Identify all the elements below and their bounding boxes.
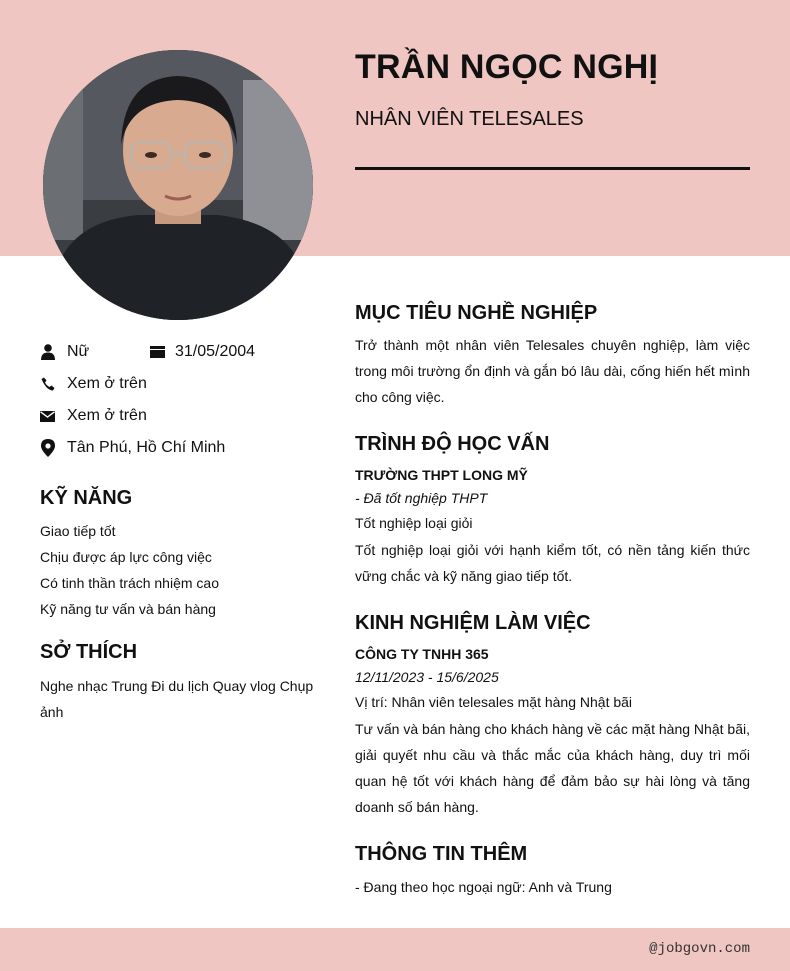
footer-watermark: @jobgovn.com	[649, 941, 750, 957]
calendar-icon	[150, 343, 165, 361]
email-row	[40, 404, 147, 428]
education-title: TRÌNH ĐỘ HỌC VẤN	[355, 433, 550, 455]
profile-photo	[43, 50, 313, 320]
school-name: TRƯỜNG THPT LONG MỸ	[355, 467, 528, 483]
avatar	[43, 50, 313, 320]
email-value: Xem ở trên	[67, 407, 147, 424]
phone-value: Xem ở trên	[67, 375, 147, 392]
company-name: CÔNG TY TNHH 365	[355, 646, 489, 662]
work-position: Vị trí: Nhân viên telesales mặt hàng Nhật bãi	[355, 694, 633, 710]
dob-value: 31/05/2004	[175, 343, 256, 360]
phone-row	[40, 372, 147, 396]
skill-item: Giao tiếp tốt	[40, 523, 116, 539]
experience-description: Tư vấn và bán hàng cho khách hàng về các mặt hàng Nhật bãi, giải quyết nhu cầu và thắc mắc của khách hàng, duy trì mối quan hệ tốt với khách hàng để đảm bảo sự hài lòng và tăng doanh số bán hàng.	[355, 721, 750, 815]
skills-title: KỸ NĂNG	[40, 487, 133, 509]
mail-icon	[40, 407, 55, 425]
gender-row	[40, 340, 89, 364]
gender-value: Nữ	[67, 343, 90, 360]
candidate-name: TRẦN NGỌC NGHỊ	[355, 48, 659, 86]
skill-item: Kỹ năng tư vấn và bán hàng	[40, 601, 216, 617]
objective-text: Trở thành một nhân viên Telesales chuyên nghiệp, làm việc trong môi trường ổn định và gắn bó lâu dài, cống hiến hết mình cho công việc.	[355, 337, 750, 405]
skill-item: Chịu được áp lực công việc	[40, 549, 212, 565]
education-status: - Đã tốt nghiệp THPT	[355, 490, 488, 506]
hobbies-text: Nghe nhạc Trung Đi du lịch Quay vlog Chụp ảnh	[40, 678, 314, 720]
address-row	[40, 436, 225, 460]
additional-text: - Đang theo học ngoại ngữ: Anh và Trung	[355, 879, 612, 895]
education-grade: Tốt nghiệp loại giỏi	[355, 515, 473, 531]
user-icon	[40, 343, 55, 361]
title-divider	[355, 167, 750, 170]
dob-row	[150, 340, 255, 364]
job-title: NHÂN VIÊN TELESALES	[355, 108, 584, 130]
skill-item: Có tinh thần trách nhiệm cao	[40, 575, 219, 591]
hobbies-title: SỞ THÍCH	[40, 641, 138, 663]
additional-title: THÔNG TIN THÊM	[355, 843, 528, 865]
phone-icon	[40, 375, 55, 393]
education-description: Tốt nghiệp loại giỏi với hạnh kiểm tốt, có nền tảng kiến thức vững chắc và kỹ năng giao tiếp tốt.	[355, 542, 750, 584]
work-period: 12/11/2023 - 15/6/2025	[355, 669, 499, 685]
location-pin-icon	[40, 439, 55, 457]
objective-title: MỤC TIÊU NGHỀ NGHIỆP	[355, 302, 598, 324]
experience-title: KINH NGHIỆM LÀM VIỆC	[355, 612, 591, 634]
address-value: Tân Phú, Hồ Chí Minh	[67, 439, 226, 456]
